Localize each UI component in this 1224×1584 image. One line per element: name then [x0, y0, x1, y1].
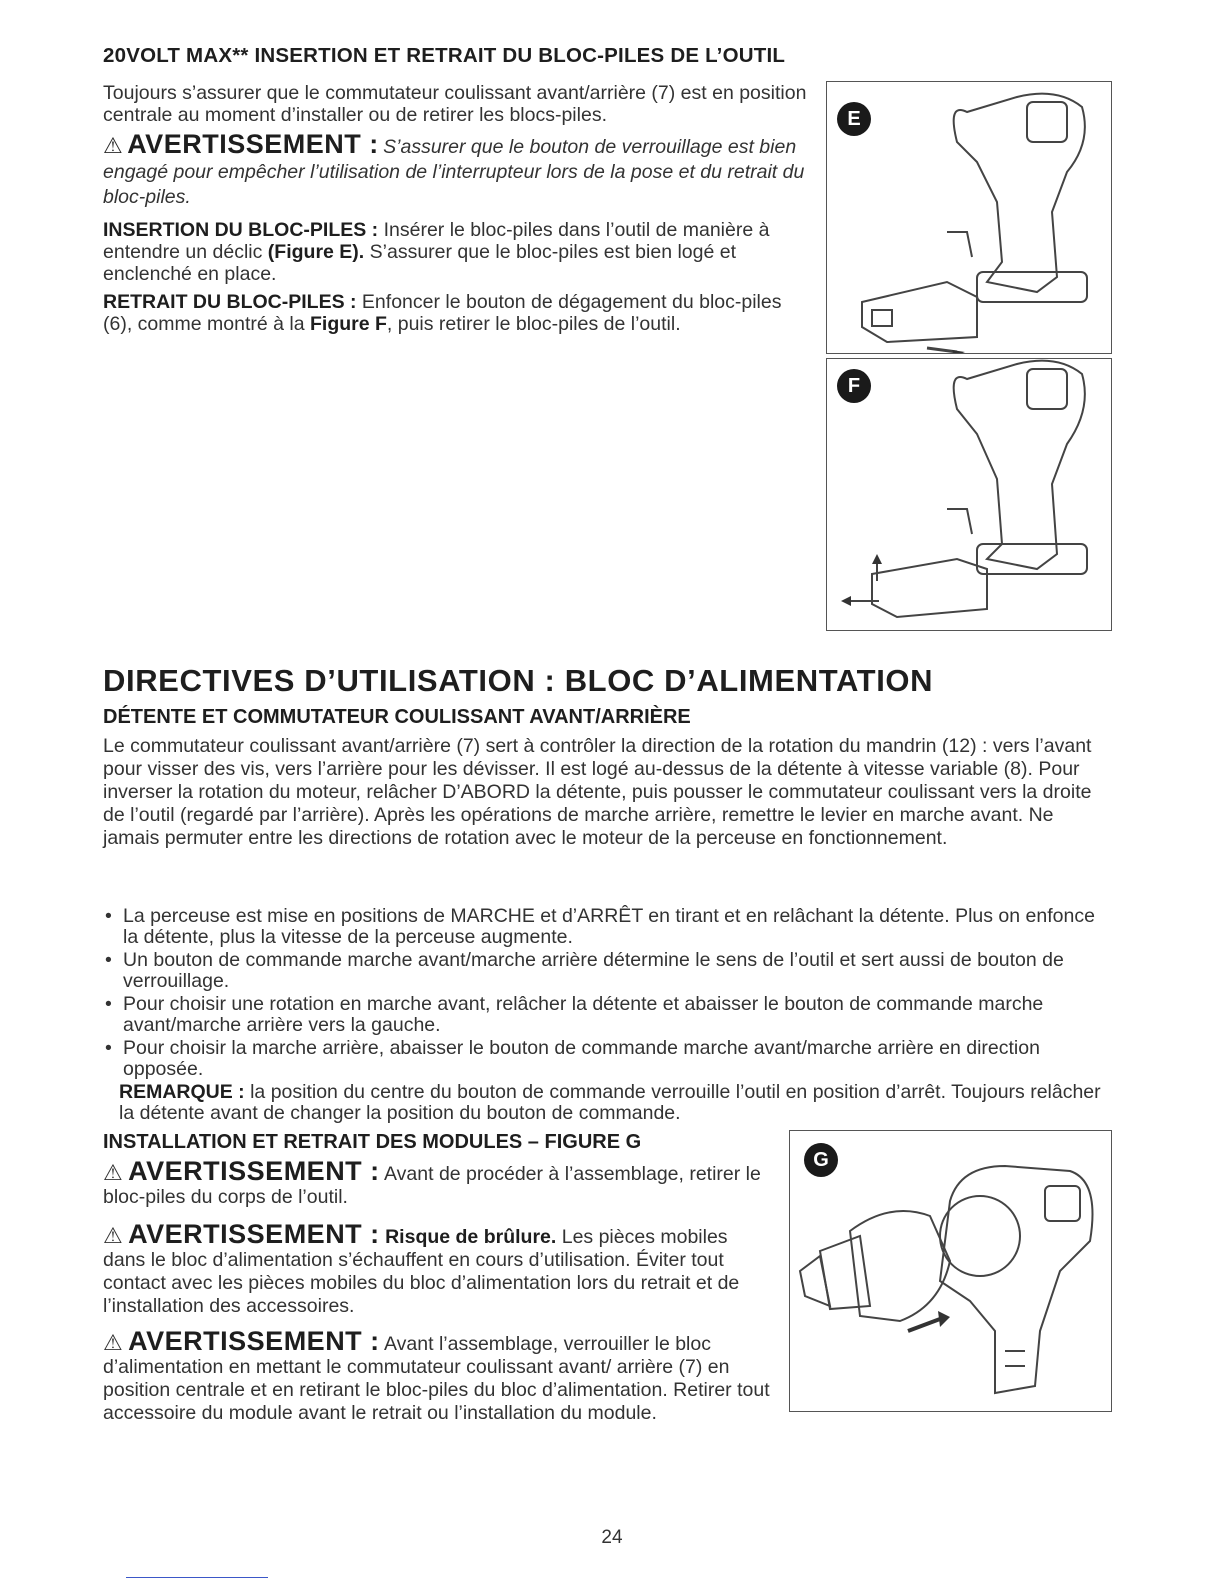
warning-triangle-icon: ⚠: [103, 133, 123, 158]
intro-paragraph: Toujours s’assurer que le commutateur coulissant avant/arrière (7) est en position centrale au moment d’installer ou de retirer les blocs-piles.: [103, 82, 807, 126]
bullet-text: Pour choisir la marche arrière, abaisser le bouton de commande marche avant/marche arrière en direction opposée.: [123, 1037, 1040, 1080]
burn-risk-label: Risque de brûlure.: [385, 1226, 557, 1248]
insertion-paragraph: [103, 219, 815, 285]
bullet-text: Un bouton de commande marche avant/marche arrière détermine le sens de l’outil et sert aussi de bouton de verrouillage.: [123, 949, 1064, 992]
figure-e: [826, 81, 1112, 354]
section-title-insertion: 20VOLT MAX** INSERTION ET RETRAIT DU BLOC-PILES DE L’OUTIL: [103, 44, 786, 67]
subsection-title-detente: DÉTENTE ET COMMUTATEUR COULISSANT AVANT/ARRIÈRE: [103, 706, 691, 728]
insertion-text-a: Insérer le bloc-piles dans l’outil de manière à entendre un déclic: [103, 219, 770, 263]
warning-block: [103, 129, 815, 211]
bullet-text: Pour choisir une rotation en marche avant, relâcher la détente et abaisser le bouton de commande marche avant/marche arrière vers la gauche.: [123, 993, 1044, 1036]
list-item: [103, 906, 1113, 948]
insertion-text-b: S’assurer que le bloc-piles est bien logé et enclenché en place.: [103, 241, 737, 285]
modules-warnings: [103, 1156, 773, 1425]
bullet-icon: •: [105, 993, 112, 1015]
insertion-label: INSERTION DU BLOC-PILES :: [103, 219, 379, 241]
figure-g: [789, 1130, 1112, 1412]
drill-module-illustration: [790, 1131, 1111, 1411]
insertion-figure-ref: (Figure E).: [267, 241, 365, 263]
bullet-icon: •: [105, 949, 112, 971]
retrait-paragraph: [103, 291, 815, 335]
remarque-text: la position du centre du bouton de commande verrouille l’outil en position d’arrêt. Toujours relâcher la détente avant de changer la position du bouton de commande.: [119, 1081, 1101, 1124]
page-number: 24: [601, 1527, 623, 1548]
warning-text: Avant de procéder à l’assemblage, retirer le bloc-piles du corps de l’outil.: [103, 1163, 761, 1208]
warning-block-1: [103, 1156, 773, 1209]
warning-triangle-icon: ⚠: [103, 1160, 123, 1185]
retrait-text-b: , puis retirer le bloc-piles de l’outil.: [386, 313, 681, 335]
drill-battery-removal-illustration: [827, 359, 1111, 630]
section-title-directives: DIRECTIVES D’UTILISATION : BLOC D’ALIMENTATION: [103, 663, 934, 698]
warning-label: AVERTISSEMENT :: [128, 1326, 380, 1356]
bullet-text: La perceuse est mise en positions de MARCHE et d’ARRÊT en tirant et en relâchant la détente. Plus on enfonce la détente, plus la vitesse de la perceuse augmente.: [123, 905, 1095, 948]
warning-text: S’assurer que le bouton de verrouillage est bien engagé pour empêcher l’utilisation de l’interrupteur lors de la pose et du retrait du bloc-piles.: [103, 136, 805, 208]
footer-divider: [126, 1577, 268, 1578]
warning-block-2: [103, 1219, 773, 1318]
warning-label: AVERTISSEMENT :: [128, 1156, 380, 1186]
detente-bullets: [103, 906, 1113, 1124]
bullet-icon: •: [105, 905, 112, 927]
bullet-icon: •: [105, 1037, 112, 1059]
retrait-label: RETRAIT DU BLOC-PILES :: [103, 291, 357, 313]
figure-g-badge: G: [804, 1143, 838, 1177]
list-item: [103, 950, 1113, 992]
figure-f-badge: F: [837, 369, 871, 403]
warning-triangle-icon: ⚠: [103, 1330, 123, 1355]
detente-paragraph: Le commutateur coulissant avant/arrière (7) sert à contrôler la direction de la rotation du mandrin (12) : vers l’avant pour visser des vis, vers l’arrière pour les dévisser. Il est logé au-dessus de la détente à vitesse variable (8). Pour inverser la rotation du moteur, relâcher D’ABORD la détente, puis pousser le commutateur coulissant vers la droite de l’outil (regardé par l’arrière). Après les opérations de marche arrière, remettre le levier en marche avant. Ne jamais permuter entre les directions de rotation avec le moteur de la perceuse en fonctionnement.: [103, 735, 1092, 849]
drill-battery-insertion-illustration: [827, 82, 1111, 353]
warning-label: AVERTISSEMENT :: [127, 129, 379, 159]
warning-label: AVERTISSEMENT :: [128, 1219, 380, 1249]
remarque-note: [103, 1082, 1113, 1124]
remarque-label: REMARQUE :: [119, 1081, 245, 1103]
warning-text: Les pièces mobiles dans le bloc d’alimentation s’échauffent en cours d’utilisation. Éviter tout contact avec les pièces mobiles du bloc d’alimentation lors du retrait et de l’installation des accessoires.: [103, 1226, 740, 1317]
section-title-modules: INSTALLATION ET RETRAIT DES MODULES – FIGURE G: [103, 1131, 642, 1153]
list-item: [103, 994, 1113, 1036]
warning-block-3: [103, 1326, 773, 1425]
section-insertion-body: [103, 82, 815, 335]
retrait-figure-ref: Figure F: [309, 313, 387, 335]
warning-text: Avant l’assemblage, verrouiller le bloc d’alimentation en mettant le commutateur coulissant avant/ arrière (7) en position centrale et en retirant le bloc-piles du bloc d’alimentation. Retirer tout accessoire du module avant le retrait ou l’installation du module.: [103, 1333, 770, 1424]
retrait-text-a: Enfoncer le bouton de dégagement du bloc-piles (6), comme montré à la: [103, 291, 782, 335]
warning-triangle-icon: ⚠: [103, 1223, 123, 1248]
figure-e-badge: E: [837, 102, 871, 136]
figure-f: [826, 358, 1112, 631]
list-item: [103, 1038, 1113, 1080]
